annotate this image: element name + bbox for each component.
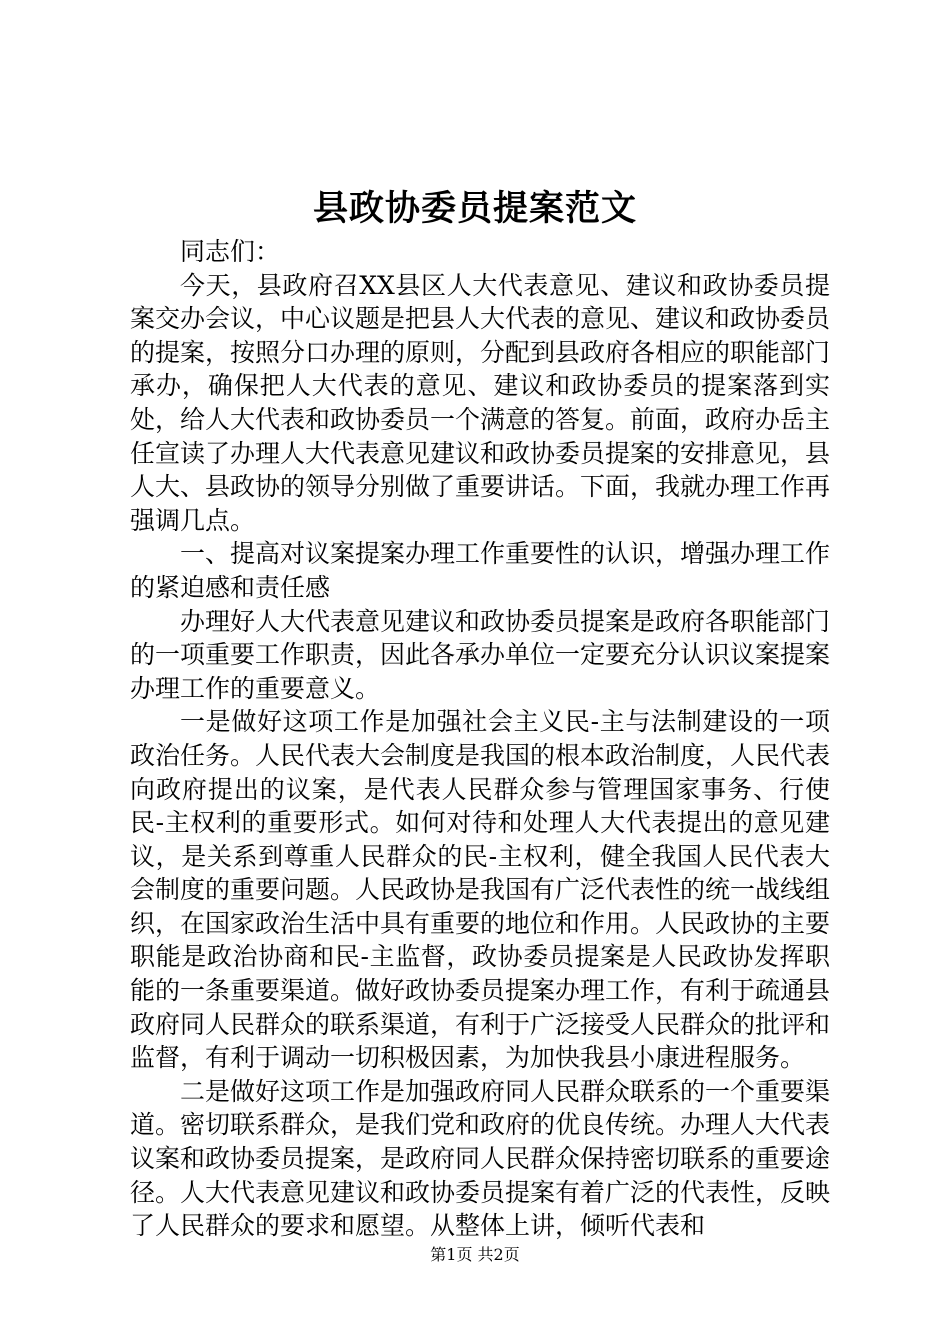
salutation-paragraph: 同志们： — [180, 237, 281, 266]
page-number-footer: 第1页 共2页 — [430, 1245, 520, 1264]
body-paragraph: 办理好人大代表意见建议和政协委员提案是政府各职能部门的一项重要工作职责，因此各承办单位一定要充分认识议案提案办理工作的重要意义。 — [130, 606, 831, 703]
section-heading-paragraph: 一、提高对议案提案办理工作重要性的认识，增强办理工作的紧迫感和责任感 — [130, 539, 831, 602]
body-paragraph: 一是做好这项工作是加强社会主义民-主与法制建设的一项政治任务。人民代表大会制度是我国的根本政治制度，人民代表向政府提出的议案，是代表人民群众参与管理国家事务、行使民-主权利的重要形式。如何对待和处理人大代表提出的意见建议，是关系到尊重人民群众的民-主权利，健全我国人民代表大会制度的重要问题。人民政协是我国有广泛代表性的统一战线组织，在国家政治生活中具有重要的地位和作用。人民政协的主要职能是政治协商和民-主监督，政协委员提案是人民政协发挥职能的一条重要渠道。做好政协委员提案办理工作，有利于疏通县政府同人民群众的联系渠道，有利于广泛接受人民群众的批评和监督，有利于调动一切积极因素，为加快我县小康进程服务。 — [130, 707, 831, 1073]
document-title: 县政协委员提案范文 — [312, 188, 637, 229]
document-body — [130, 235, 830, 1243]
body-paragraph: 二是做好这项工作是加强政府同人民群众联系的一个重要渠道。密切联系群众，是我们党和政府的优良传统。办理人大代表议案和政协委员提案，是政府同人民群众保持密切联系的重要途径。人大代表意见建议和政协委员提案有着广泛的代表性，反映了人民群众的要求和愿望。从整体上讲，倾听代表和 — [130, 1076, 831, 1241]
intro-paragraph: 今天，县政府召XX县区人大代表意见、建议和政协委员提案交办会议，中心议题是把县人大代表的意见、建议和政协委员的提案，按照分口办理的原则，分配到县政府各相应的职能部门承办，确保把人大代表的意见、建议和政协委员的提案落到实处，给人大代表和政协委员一个满意的答复。前面，政府办岳主任宣读了办理人大代表意见建议和政协委员提案的安排意见，县人大、县政协的领导分别做了重要讲话。下面，我就办理工作再强调几点。 — [130, 270, 831, 535]
